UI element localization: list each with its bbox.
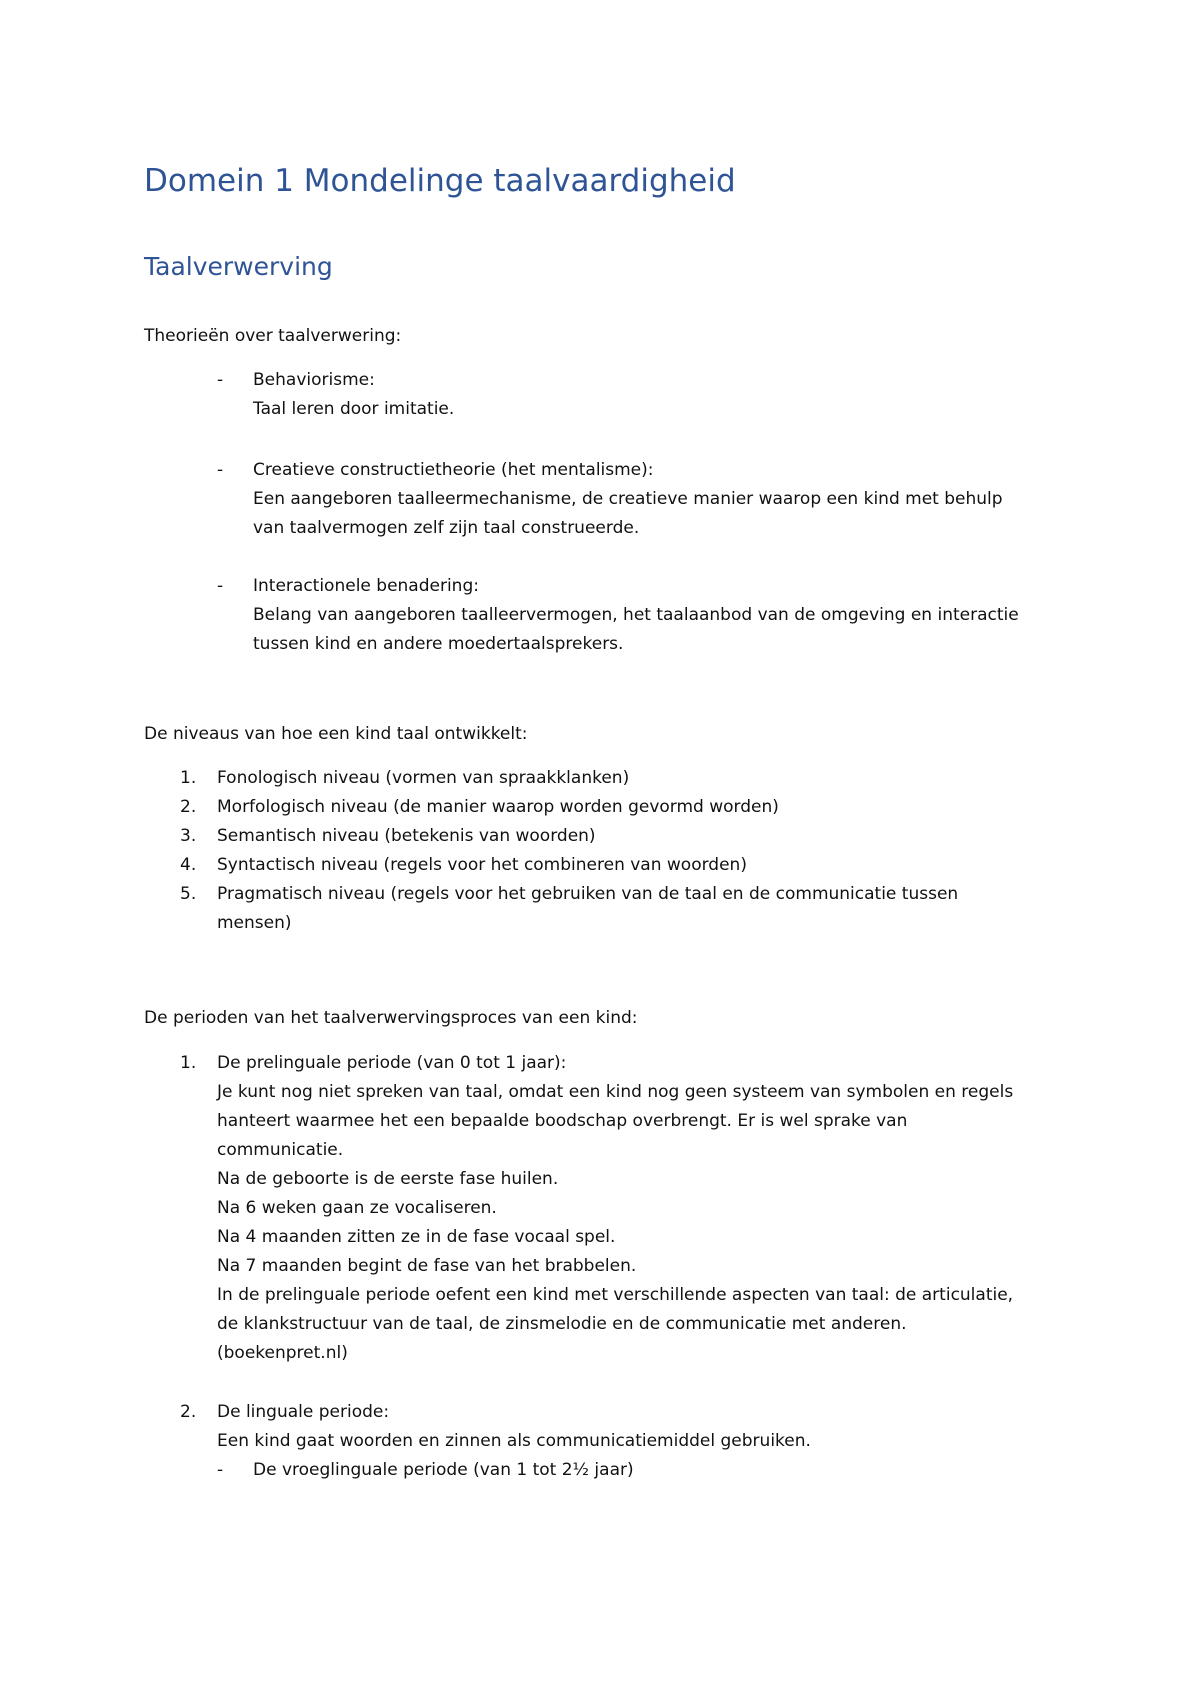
period-text: Je kunt nog niet spreken van taal, omdat een kind nog geen systeem van symbolen en regels <box>217 1082 1014 1102</box>
list-number: 3. <box>180 826 197 846</box>
theory-text: Een aangeboren taalleermechanisme, de creatieve manier waarop een kind met behulp <box>253 489 1003 509</box>
theories-intro: Theorieën over taalverwering: <box>144 326 402 346</box>
level-text: Morfologisch niveau (de manier waarop worden gevormd worden) <box>217 797 779 817</box>
levels-intro: De niveaus van hoe een kind taal ontwikkelt: <box>144 724 528 744</box>
bullet-marker: - <box>217 1460 224 1480</box>
list-number: 2. <box>180 797 197 817</box>
level-text: Fonologisch niveau (vormen van spraakklanken) <box>217 768 630 788</box>
period-text: In de prelinguale periode oefent een kind met verschillende aspecten van taal: de articulatie, <box>217 1285 1014 1305</box>
list-number: 1. <box>180 768 197 788</box>
page-title: Domein 1 Mondelinge taalvaardigheid <box>144 163 736 199</box>
theory-text: Belang van aangeboren taalleervermogen, het taalaanbod van de omgeving en interactie <box>253 605 1019 625</box>
period-text: Na de geboorte is de eerste fase huilen. <box>217 1169 559 1189</box>
theory-title: Creatieve constructietheorie (het mentalisme): <box>253 460 654 480</box>
list-number: 1. <box>180 1053 197 1073</box>
period-text: communicatie. <box>217 1140 344 1160</box>
bullet-marker: - <box>217 576 224 596</box>
list-number: 4. <box>180 855 197 875</box>
periods-intro: De perioden van het taalverwervingsproces van een kind: <box>144 1008 638 1028</box>
period-title: De linguale periode: <box>217 1402 390 1422</box>
theory-text: tussen kind en andere moedertaalsprekers. <box>253 634 624 654</box>
period-text: de klankstructuur van de taal, de zinsmelodie en de communicatie met anderen. <box>217 1314 907 1334</box>
level-text: mensen) <box>217 913 292 933</box>
bullet-marker: - <box>217 460 224 480</box>
level-text: Syntactisch niveau (regels voor het combineren van woorden) <box>217 855 747 875</box>
list-number: 2. <box>180 1402 197 1422</box>
period-source: (boekenpret.nl) <box>217 1343 348 1363</box>
level-text: Pragmatisch niveau (regels voor het gebruiken van de taal en de communicatie tussen <box>217 884 959 904</box>
theory-title: Interactionele benadering: <box>253 576 479 596</box>
list-number: 5. <box>180 884 197 904</box>
period-text: Een kind gaat woorden en zinnen als communicatiemiddel gebruiken. <box>217 1431 811 1451</box>
period-title: De prelinguale periode (van 0 tot 1 jaar): <box>217 1053 567 1073</box>
period-text: hanteert waarmee het een bepaalde boodschap overbrengt. Er is wel sprake van <box>217 1111 908 1131</box>
bullet-marker: - <box>217 370 224 390</box>
theory-title: Behaviorisme: <box>253 370 375 390</box>
level-text: Semantisch niveau (betekenis van woorden) <box>217 826 596 846</box>
period-text: Na 6 weken gaan ze vocaliseren. <box>217 1198 497 1218</box>
period-text: Na 7 maanden begint de fase van het brabbelen. <box>217 1256 637 1276</box>
theory-text: Taal leren door imitatie. <box>253 399 455 419</box>
theory-text: van taalvermogen zelf zijn taal construeerde. <box>253 518 640 538</box>
period-text: Na 4 maanden zitten ze in de fase vocaal spel. <box>217 1227 616 1247</box>
sub-item-text: De vroeglinguale periode (van 1 tot 2½ jaar) <box>253 1460 634 1480</box>
section-heading: Taalverwerving <box>144 252 333 281</box>
